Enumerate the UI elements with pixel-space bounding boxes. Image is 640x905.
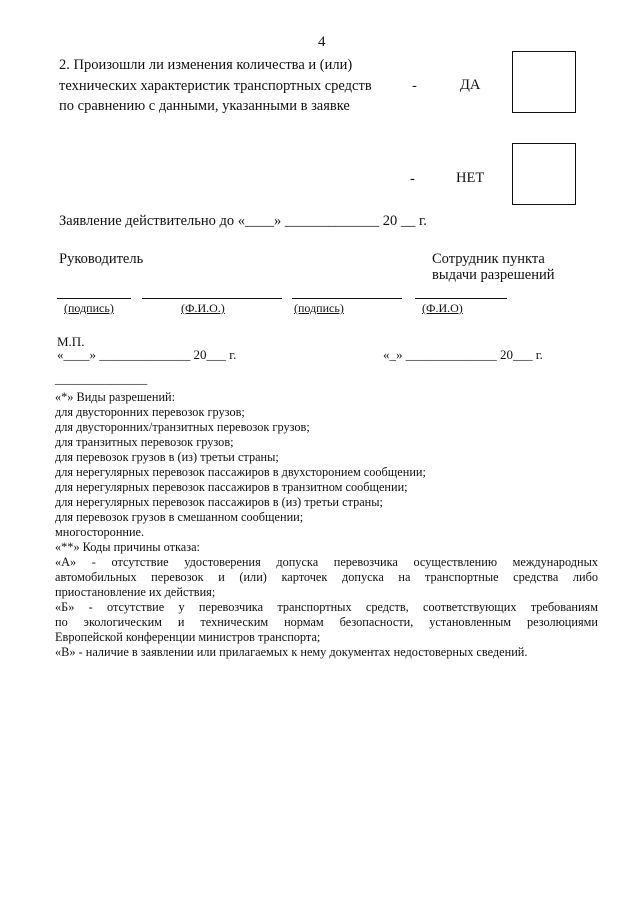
yes-checkbox[interactable] [512,51,576,113]
no-label: НЕТ [456,170,485,186]
yes-dash: - [412,78,417,94]
refusal-code-c: «В» - наличие в заявлении или прилагаемых к нему документах недостоверных сведений. [55,645,528,659]
employee-title-line-1: Сотрудник пункта [432,251,545,267]
refusal-code-a-line-1: «А» - отсутствие удостоверения допуска перевозчика осуществлению международных [55,555,598,569]
refusal-codes-title: «**» Коды причины отказа: [55,540,200,554]
permit-type-item: для двусторонних/транзитных перевозок грузов; [55,420,310,434]
manager-title: Руководитель [59,251,144,267]
manager-name-caption: (Ф.И.О.) [181,301,225,315]
page-number: 4 [318,34,326,50]
manager-signature-line [57,298,131,299]
no-checkbox[interactable] [512,143,576,205]
employee-name-line [415,298,507,299]
permit-type-item: для нерегулярных перевозок пассажиров в (из) третьи страны; [55,495,383,509]
validity-statement: Заявление действительно до «____» _____________ 20 __ г. [59,213,427,229]
question-line-2: технических характеристик транспортных средств [59,78,372,94]
right-date: «_» ______________ 20___ г. [383,347,543,362]
left-date: «____» ______________ 20___ г. [57,347,237,362]
footnote-separator: _______________ [55,372,148,386]
manager-name-line [142,298,282,299]
permit-type-item: для нерегулярных перевозок пассажиров в транзитном сообщении; [55,480,408,494]
employee-name-caption: (Ф.И.О) [422,301,463,315]
employee-signature-caption: (подпись) [294,301,344,315]
employee-signature-line [292,298,402,299]
question-line-3: по сравнению с данными, указанными в заявке [59,98,350,114]
permit-types-title: «*» Виды разрешений: [55,390,176,404]
permit-type-item: многосторонние. [55,525,145,539]
no-dash: - [410,171,415,187]
manager-signature-caption: (подпись) [64,301,114,315]
permit-type-item: для двусторонних перевозок грузов; [55,405,245,419]
refusal-code-b-line-3: Европейской конференции министров транспорта; [55,630,321,644]
refusal-code-a-line-3: приостановление их действия; [55,585,216,599]
permit-type-item: для транзитных перевозок грузов; [55,435,234,449]
employee-title-line-2: выдачи разрешений [432,267,555,283]
yes-label: ДА [460,77,481,93]
stamp-label: М.П. [57,334,85,349]
refusal-code-b-line-1: «Б» - отсутствие у перевозчика транспортных средств, соответствующих требованиям [55,600,598,614]
refusal-code-b-line-2: по экологическим и техническим нормам безопасности, установленным резолюциями [55,615,598,629]
permit-type-item: для перевозок грузов в (из) третьи страны; [55,450,279,464]
question-line-1: 2. Произошли ли изменения количества и (или) [59,57,353,73]
refusal-code-a-line-2: автомобильных перевозок и (или) карточек допуска на транспортные средства либо [55,570,598,584]
permit-type-item: для нерегулярных перевозок пассажиров в двухсторонием сообщении; [55,465,426,479]
permit-type-item: для перевозок грузов в смешанном сообщении; [55,510,304,524]
